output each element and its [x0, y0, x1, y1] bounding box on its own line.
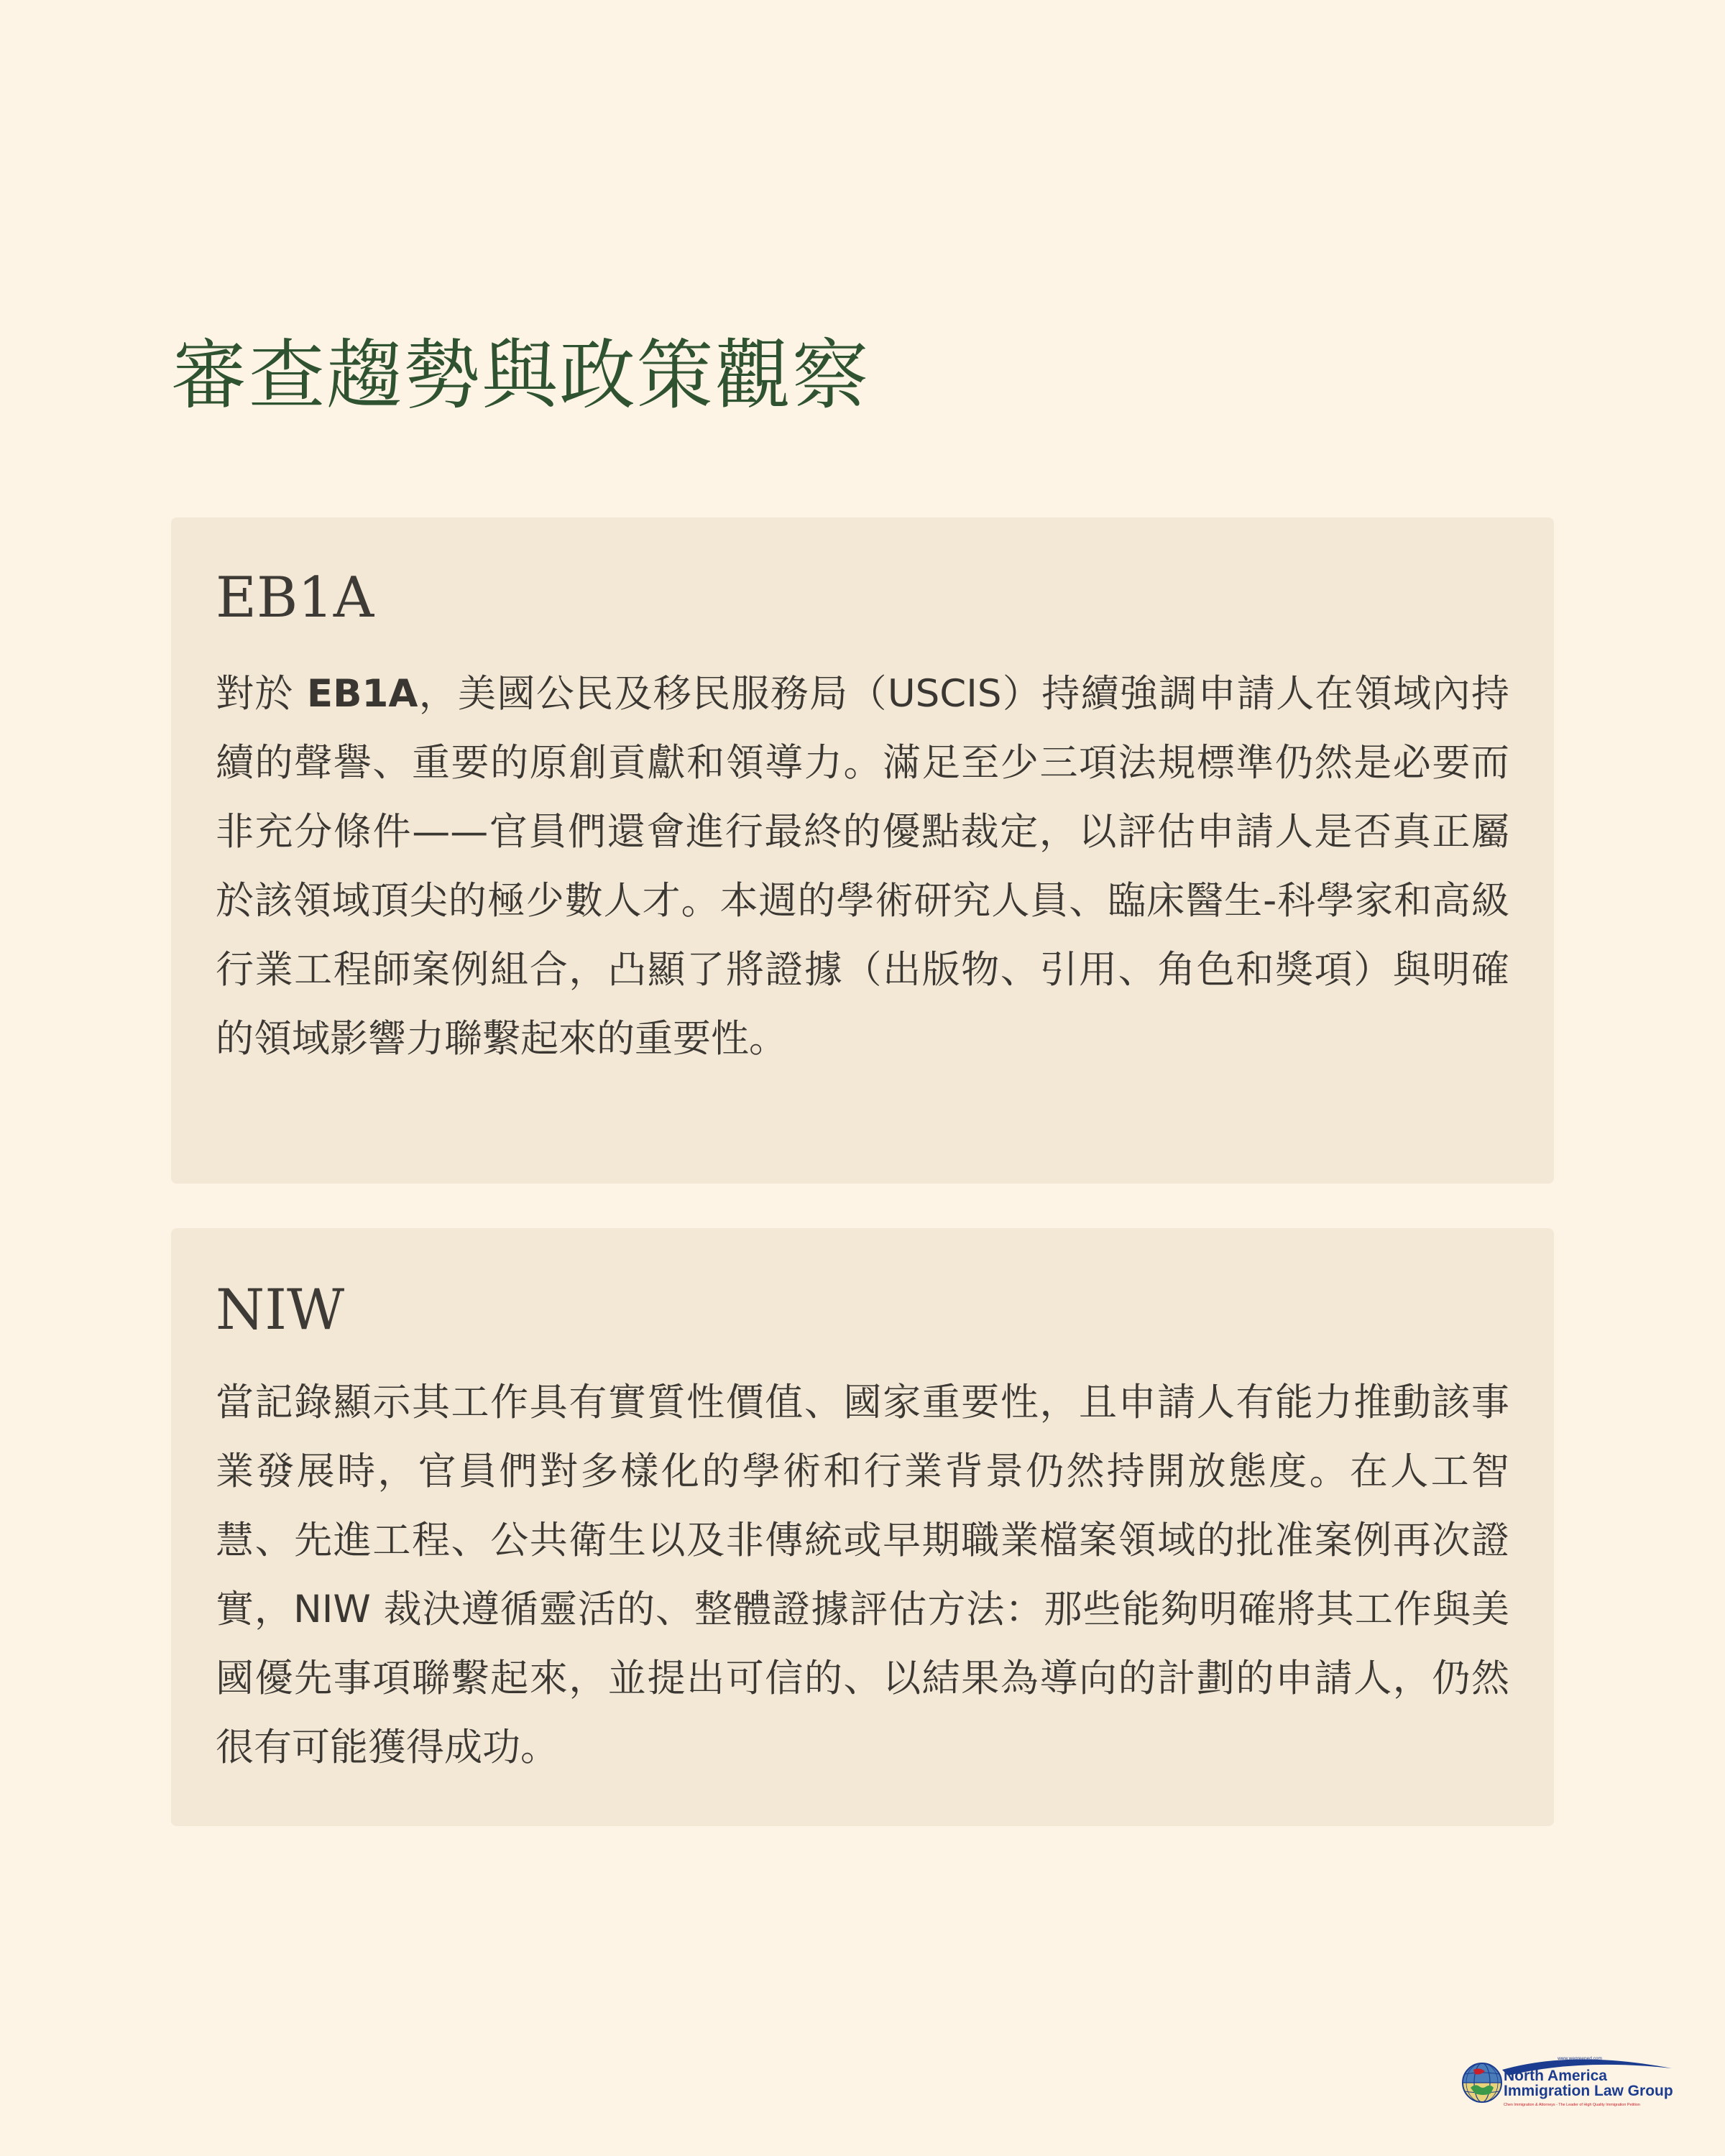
niw-section — [171, 1228, 1554, 1826]
eb1a-section — [171, 517, 1554, 1184]
eb1a-body — [216, 660, 1509, 1074]
logo-url: www.wegreened.com — [1558, 2056, 1602, 2061]
globe-icon — [1463, 2063, 1501, 2102]
niw-heading: NIW — [216, 1278, 345, 1342]
logo-tagline: Chen Immigration & Attorneys - The Leader of High Quality Immigration Petition — [1504, 2103, 1640, 2107]
eb1a-body-bold: EB1A — [306, 672, 418, 716]
eb1a-body-rest: ，美國公民及移民服務局（USCIS）持續強調申請人在領域內持續的聲譽、重要的原創貢獻和領導力。滿足至少三項法規標準仍然是必要而非充分條件——官員們還會進行最終的優點裁定，以評估申請人是否真正屬於該領域頂尖的極少數人才。本週的學術研究人員、臨床醫生-科學家和高級行業工程師案例組合，凸顯了將證據（出版物、引用、角色和獎項）與明確的領域影響力聯繫起來的重要性。 — [216, 672, 1509, 1061]
page-title: 審查趨勢與政策觀察 — [171, 331, 870, 420]
logo-name-line1: North America — [1504, 2068, 1607, 2084]
eb1a-body-prefix: 對於 — [216, 672, 307, 716]
logo-name-line2: Immigration Law Group — [1504, 2083, 1673, 2099]
logo-graphic — [1458, 2054, 1678, 2113]
niw-body: 當記錄顯示其工作具有實質性價值、國家重要性，且申請人有能力推動該事業發展時，官員們對多樣化的學術和行業背景仍然持開放態度。在人工智慧、先進工程、公共衛生以及非傳統或早期職業檔案領域的批准案例再次證實，NIW 裁決遵循靈活的、整體證據評估方法：那些能夠明確將其工作與美國優先事項聯繫起來，並提出可信的、以結果為導向的計劃的申請人，仍然很有可能獲得成功。 — [216, 1381, 1509, 1769]
company-logo — [1458, 2054, 1678, 2113]
eb1a-heading: EB1A — [216, 566, 374, 630]
